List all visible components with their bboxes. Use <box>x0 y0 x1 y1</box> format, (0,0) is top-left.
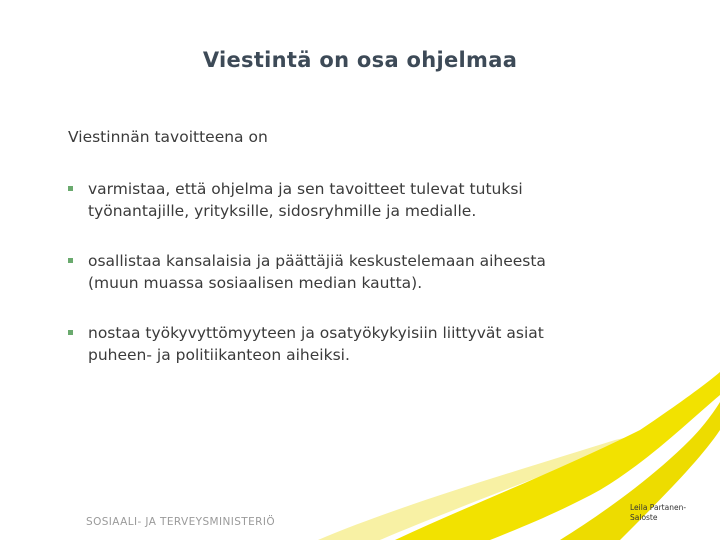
square-bullet-icon <box>68 258 73 263</box>
square-bullet-icon <box>68 186 73 191</box>
ministry-logo-text: SOSIAALI- JA TERVEYSMINISTERIÖ <box>86 516 275 528</box>
author-line: Leila Partanen- <box>630 503 687 512</box>
bullet-line: työnantajille, yrityksille, sidosryhmille ja medialle. <box>88 202 477 220</box>
author-name <box>630 503 710 523</box>
square-bullet-icon <box>68 330 73 335</box>
bullet-line: nostaa työkyvyttömyyteen ja osatyökykyisiin liittyvät asiat <box>88 324 544 342</box>
list-item <box>68 178 668 222</box>
bullet-line: osallistaa kansalaisia ja päättäjiä keskustelemaan aiheesta <box>88 252 546 270</box>
intro-text: Viestinnän tavoitteena on <box>68 128 268 146</box>
list-item <box>68 322 668 366</box>
bullet-line: (muun muassa sosiaalisen median kautta). <box>88 274 423 292</box>
bullet-line: puheen- ja politiikanteon aiheiksi. <box>88 346 350 364</box>
list-item <box>68 250 668 294</box>
slide-title: Viestintä on osa ohjelmaa <box>202 48 518 72</box>
bullet-line: varmistaa, että ohjelma ja sen tavoitteet tulevat tutuksi <box>88 180 523 198</box>
author-line: Saloste <box>630 513 658 522</box>
bullet-list <box>68 178 668 394</box>
